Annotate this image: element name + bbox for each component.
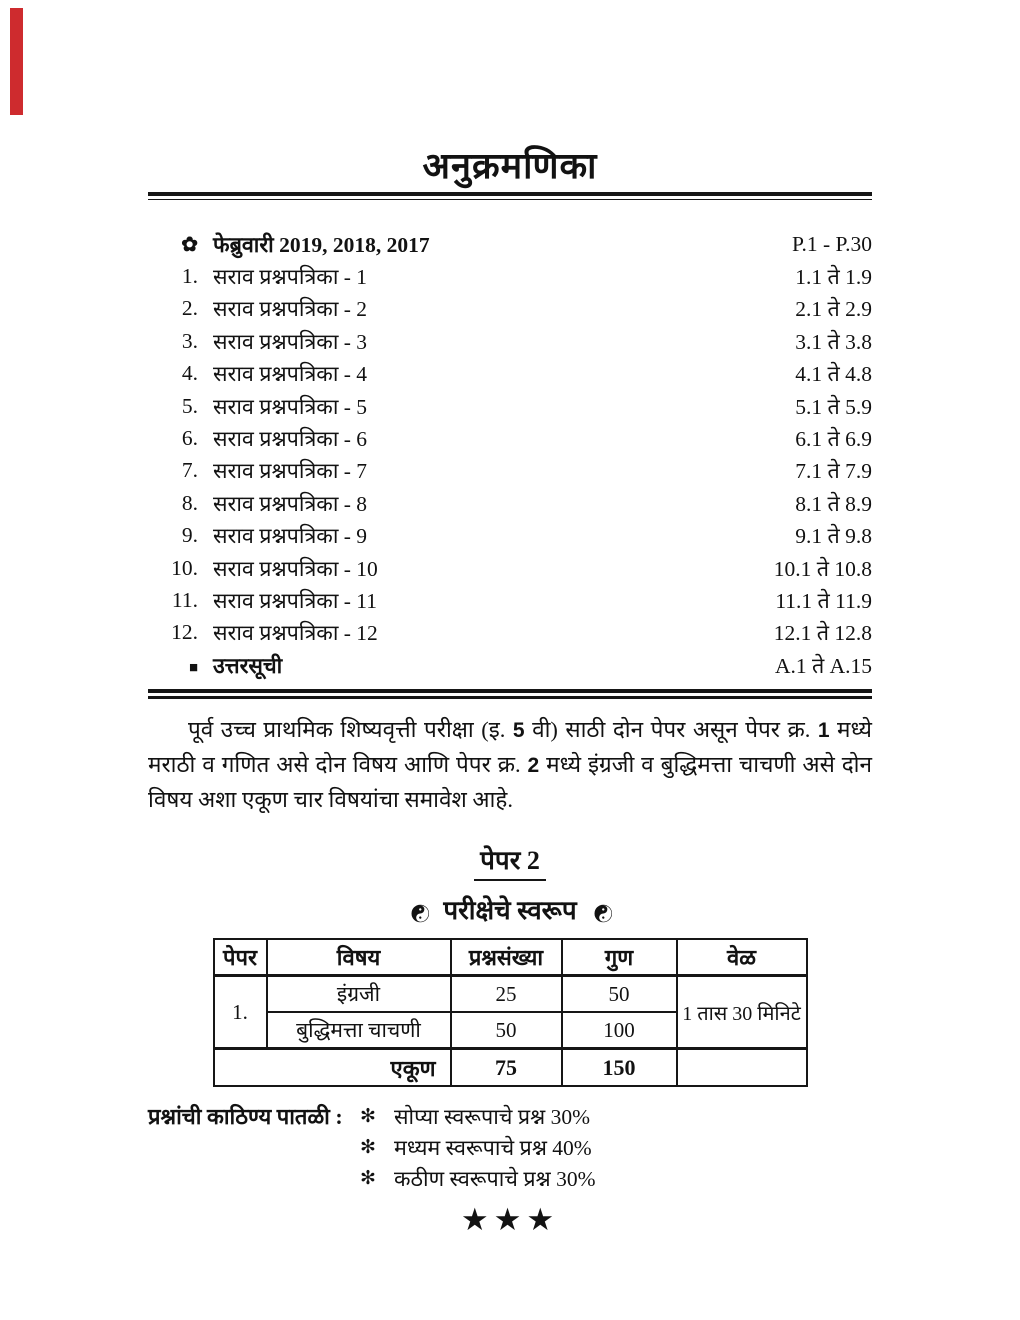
toc-item-number: 5. xyxy=(181,393,198,418)
difficulty-item-text: कठीण स्वरूपाचे प्रश्न 30% xyxy=(394,1167,596,1192)
title-rule-thin xyxy=(148,199,872,201)
col-header-subject: विषय xyxy=(267,939,451,976)
intro-text: 2 xyxy=(527,754,540,778)
intro-text: 5 xyxy=(512,719,525,743)
toc-item-number: 1. xyxy=(181,264,198,289)
difficulty-section xyxy=(148,1101,872,1194)
intro-text: वी) साठी दोन पेपर असून पेपर क्र. xyxy=(524,717,818,743)
cell-questions: 50 xyxy=(451,1012,562,1049)
toc-item-label: सराव प्रश्नपत्रिका - 3 xyxy=(213,329,368,354)
toc-item-pages: 9.1 ते 9.8 xyxy=(795,524,872,549)
toc-item xyxy=(148,293,872,325)
toc-item xyxy=(148,358,872,390)
toc-item xyxy=(148,649,872,681)
toc-item-label: सराव प्रश्नपत्रिका - 2 xyxy=(213,297,368,322)
intro-text: 1 xyxy=(817,719,830,743)
toc-item-pages: P.1 - P.30 xyxy=(791,231,872,256)
three-stars-icon: ★★★ xyxy=(460,1202,560,1238)
toc-item xyxy=(148,228,872,260)
cell-duration: 1 तास 30 मिनिटे xyxy=(677,976,807,1049)
toc-item xyxy=(148,487,872,519)
col-header-questions: प्रश्नसंख्या xyxy=(451,939,562,976)
toc-item-pages: 2.1 ते 2.9 xyxy=(795,297,872,322)
toc-item xyxy=(148,520,872,552)
red-margin-mark xyxy=(10,8,23,115)
yin-yang-icon: ☯ xyxy=(587,903,614,925)
toc-item-pages: 8.1 ते 8.9 xyxy=(795,491,872,516)
toc-item-number: 9. xyxy=(181,523,198,548)
col-header-marks: गुण xyxy=(562,939,677,976)
title-rule-thick xyxy=(148,192,872,196)
paper-heading: पेपर 2 xyxy=(474,841,546,881)
toc-item-label: सराव प्रश्नपत्रिका - 7 xyxy=(213,459,368,484)
toc-item-label: सराव प्रश्नपत्रिका - 9 xyxy=(213,524,368,549)
toc-item-number: 12. xyxy=(171,620,198,645)
flower-bullet-icon: ✿ xyxy=(181,233,198,256)
toc-item xyxy=(148,260,872,292)
difficulty-item-text: सोप्या स्वरूपाचे प्रश्न 30% xyxy=(394,1105,591,1130)
toc-item-pages: 5.1 ते 5.9 xyxy=(795,394,872,419)
cell-subject: बुद्धिमत्ता चाचणी xyxy=(267,1012,451,1049)
asterisk-bullet-icon: ✻ xyxy=(360,1106,376,1128)
toc-item xyxy=(148,325,872,357)
toc-item-pages: 10.1 ते 10.8 xyxy=(773,556,872,581)
cell-questions: 25 xyxy=(451,976,562,1013)
intro-paragraph xyxy=(148,713,872,817)
toc-item-label: सराव प्रश्नपत्रिका - 4 xyxy=(213,362,368,387)
col-header-paper: पेपर xyxy=(214,939,267,976)
table-row xyxy=(214,976,807,1013)
difficulty-item-text: मध्यम स्वरूपाचे प्रश्न 40% xyxy=(394,1136,592,1161)
cell-total-label: एकूण xyxy=(214,1049,451,1087)
toc-item-label: सराव प्रश्नपत्रिका - 8 xyxy=(213,491,368,516)
toc-item-number: 4. xyxy=(181,361,198,386)
exam-format-heading xyxy=(148,891,872,928)
asterisk-bullet-icon: ✻ xyxy=(360,1168,376,1190)
toc-item-pages: 11.1 ते 11.9 xyxy=(775,588,872,613)
exam-format-title: परीक्षेचे स्वरूप xyxy=(443,896,577,926)
col-header-time: वेळ xyxy=(677,939,807,976)
toc-item-label: फेब्रुवारी 2019, 2018, 2017 xyxy=(213,232,430,257)
intro-text: मध्ये इंग्रजी व बुद्धिमत्ता चाचणी असे दोन विषय अशा एकूण चार विषयांचा समावेश आहे. xyxy=(148,752,872,813)
paper-heading-wrap xyxy=(148,841,872,881)
toc-item xyxy=(148,617,872,649)
toc-item-label: उत्तरसूची xyxy=(213,653,283,678)
square-bullet-icon: ■ xyxy=(188,659,198,676)
list-item xyxy=(360,1101,872,1132)
toc-item-pages: 7.1 ते 7.9 xyxy=(795,459,872,484)
toc-item xyxy=(148,390,872,422)
toc-item-pages: 1.1 ते 1.9 xyxy=(795,265,872,290)
list-item xyxy=(360,1132,872,1163)
cell-total-questions: 75 xyxy=(451,1049,562,1087)
toc-item-label: सराव प्रश्नपत्रिका - 1 xyxy=(213,265,368,290)
toc-item-number: 10. xyxy=(171,555,198,580)
toc-item-number: 7. xyxy=(181,458,198,483)
table-total-row xyxy=(214,1049,807,1087)
toc-item-number: 6. xyxy=(181,426,198,451)
toc-item xyxy=(148,455,872,487)
toc-item-label: सराव प्रश्नपत्रिका - 10 xyxy=(213,556,378,581)
cell-total-marks: 150 xyxy=(562,1049,677,1087)
toc-item-pages: 12.1 ते 12.8 xyxy=(773,621,872,646)
difficulty-label: प्रश्नांची काठिण्य पातळी : xyxy=(148,1104,343,1130)
cell-subject: इंग्रजी xyxy=(267,976,451,1013)
cell-paper-no: 1. xyxy=(214,976,267,1049)
toc-item-label: सराव प्रश्नपत्रिका - 12 xyxy=(213,621,378,646)
toc-item-pages: 4.1 ते 4.8 xyxy=(795,362,872,387)
cell-marks: 50 xyxy=(562,976,677,1013)
toc-item-label: सराव प्रश्नपत्रिका - 5 xyxy=(213,394,368,419)
toc-item-number: 8. xyxy=(181,490,198,515)
toc-item-label: सराव प्रश्नपत्रिका - 6 xyxy=(213,427,368,452)
toc-item-number: 2. xyxy=(181,296,198,321)
toc-item-pages: 3.1 ते 3.8 xyxy=(795,329,872,354)
intro-text: पूर्व उच्च प्राथमिक शिष्यवृत्ती परीक्षा (इ. xyxy=(188,717,513,743)
difficulty-items xyxy=(360,1101,872,1194)
table-of-contents xyxy=(148,228,872,681)
toc-item-pages: 6.1 ते 6.9 xyxy=(795,427,872,452)
asterisk-bullet-icon: ✻ xyxy=(360,1137,376,1159)
cell-marks: 100 xyxy=(562,1012,677,1049)
section-divider xyxy=(148,689,872,699)
toc-item-pages: A.1 ते A.15 xyxy=(774,653,872,678)
table-header-row xyxy=(214,939,807,976)
yin-yang-icon: ☯ xyxy=(405,903,432,925)
toc-item xyxy=(148,584,872,616)
intro-text: मध्ये मराठी व गणित असे दोन विषय आणि पेपर क्र. xyxy=(148,717,872,778)
list-item xyxy=(360,1163,872,1194)
toc-item xyxy=(148,552,872,584)
page-title: अनुक्रमणिका xyxy=(422,146,598,186)
toc-item-number: 3. xyxy=(181,328,198,353)
exam-structure-table xyxy=(213,938,808,1087)
toc-item xyxy=(148,422,872,454)
toc-item-label: सराव प्रश्नपत्रिका - 11 xyxy=(213,588,378,613)
cell-empty xyxy=(677,1049,807,1087)
toc-item-number: 11. xyxy=(171,587,198,612)
